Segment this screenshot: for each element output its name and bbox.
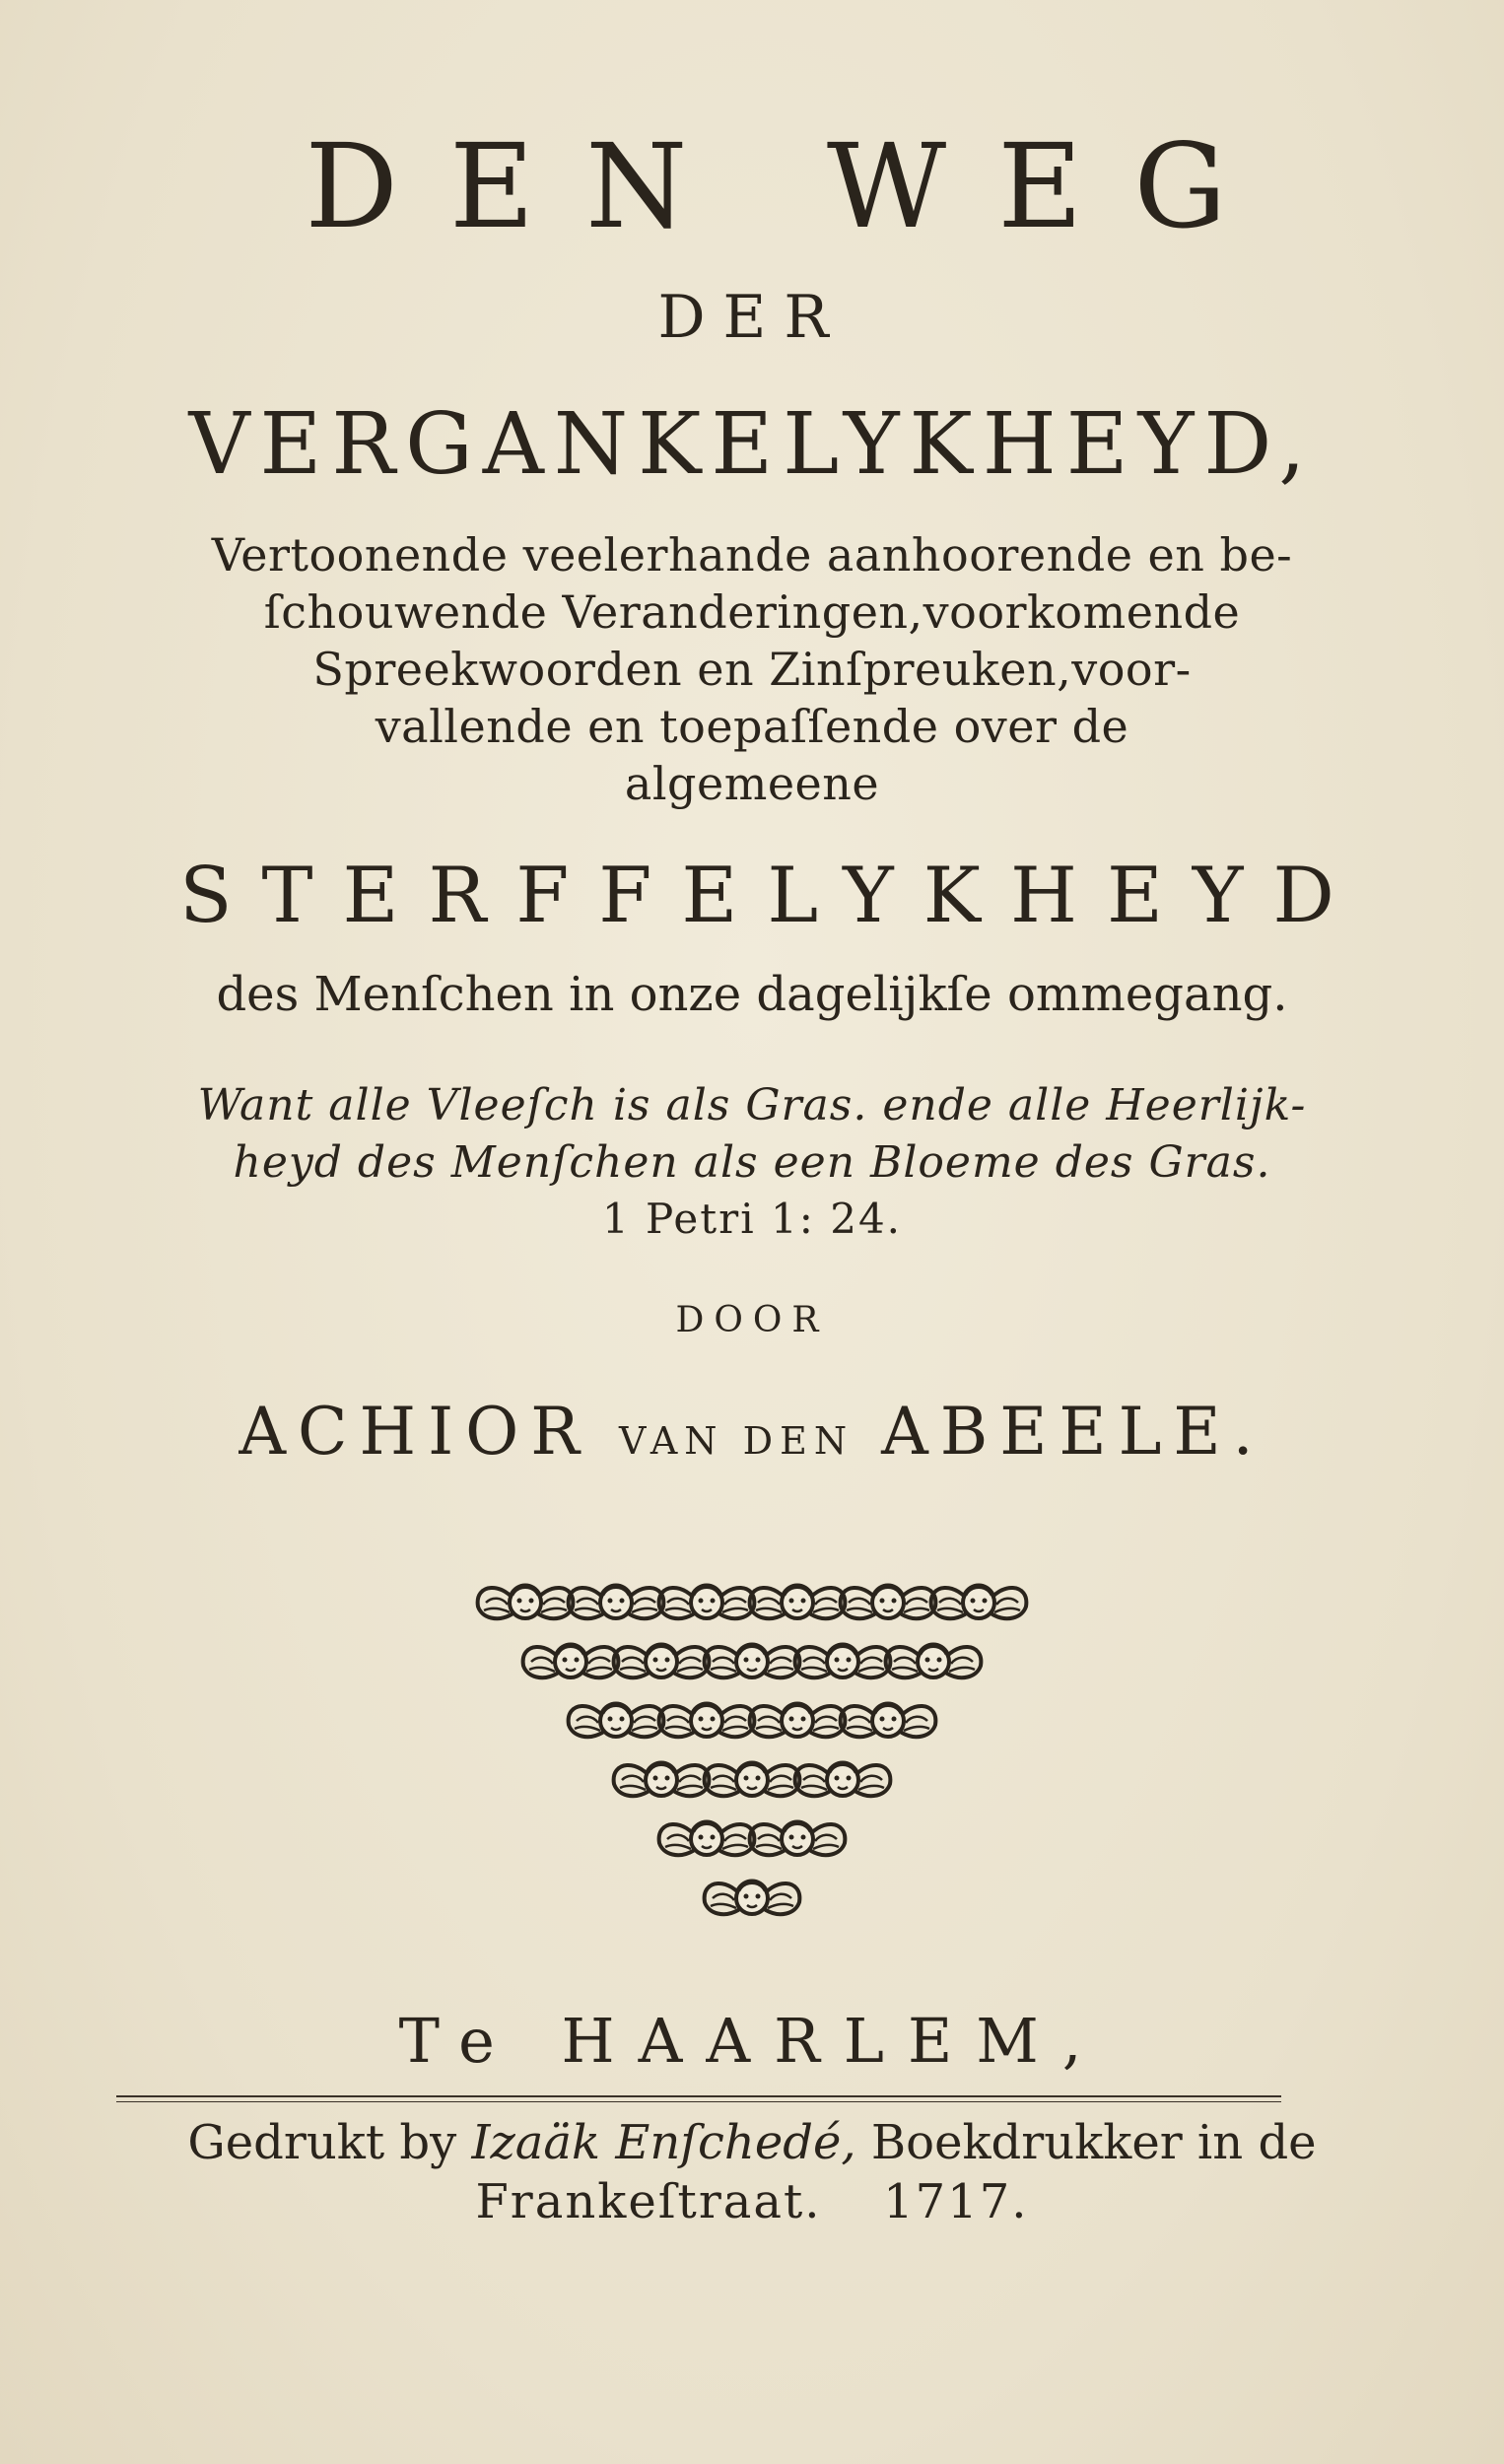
cherub-head-icon <box>659 1704 755 1737</box>
cherub-head-icon <box>705 1882 800 1914</box>
cherub-head-icon <box>931 1586 1027 1618</box>
cherub-head-icon <box>841 1704 936 1737</box>
imprint-line-2 <box>0 2174 1504 2229</box>
cherub-head-icon <box>750 1704 846 1737</box>
cherub-head-icon <box>705 1645 800 1677</box>
cherub-head-icon <box>569 1586 664 1618</box>
subtitle-line-3: Spreekwoorden en Zinſpreuken,voor- <box>312 643 1192 696</box>
title-line-3: VERGANKELYKHEYD, <box>188 395 1316 494</box>
divider-rule <box>116 2095 1281 2097</box>
imprint-printer: Izaäk Enſchedé, <box>471 2115 856 2170</box>
author-last: ABEELE. <box>881 1394 1265 1470</box>
title-line-2: DER <box>657 283 847 352</box>
heading-sub: des Menſchen in onze dagelijkſe ommegang. <box>216 967 1288 1022</box>
by-label: DOOR <box>675 1300 829 1340</box>
cherub-head-icon <box>569 1704 664 1737</box>
imprint-prefix: Gedrukt by <box>187 2115 457 2170</box>
cherub-head-icon <box>523 1645 619 1677</box>
cherub-head-icon <box>705 1763 800 1796</box>
cherub-head-icon <box>478 1586 574 1618</box>
subtitle-line-2: ſchouwende Veranderingen,voorkomende <box>263 585 1241 639</box>
subtitle-line-4: vallende en toepaſſende over de <box>375 700 1129 753</box>
cherub-head-icon <box>886 1645 982 1677</box>
cherub-ornament-icon <box>0 1567 1504 1961</box>
subtitle-line-1: Vertoonende veelerhande aanhoorende en be- <box>211 528 1293 582</box>
cherub-head-icon <box>750 1586 846 1618</box>
subtitle-line-5: algemeene <box>624 757 880 810</box>
imprint-year: 1717. <box>883 2174 1029 2229</box>
imprint-line-1 <box>0 2115 1504 2170</box>
author <box>0 1394 1504 1470</box>
cherub-head-icon <box>659 1586 755 1618</box>
cherub-head-icon <box>750 1822 846 1855</box>
cherub-head-icon <box>795 1645 891 1677</box>
cherub-head-icon <box>659 1822 755 1855</box>
imprint-suffix: Boekdrukker in de <box>870 2115 1317 2170</box>
heading: STERFFELYKHEYD <box>179 852 1364 940</box>
author-particle: VAN DEN <box>618 1419 855 1463</box>
cherub-head-icon <box>841 1586 936 1618</box>
cherub-head-icon <box>614 1763 710 1796</box>
imprint-street: Frankeſtraat. <box>475 2174 822 2229</box>
place: Te HAARLEM, <box>398 2005 1106 2077</box>
divider-rule-thin <box>116 2101 1281 2102</box>
cherub-head-icon <box>614 1645 710 1677</box>
author-first: ACHIOR <box>239 1394 591 1470</box>
quote-line-1: Want alle Vleeſch is als Gras. ende alle Heerlijk- <box>197 1080 1307 1130</box>
cherub-head-icon <box>795 1763 891 1796</box>
title-line-1: DEN WEG <box>305 118 1278 254</box>
quote-reference: 1 Petri 1: 24. <box>601 1195 903 1243</box>
quote-line-2: heyd des Menſchen als een Bloeme des Gras. <box>233 1137 1271 1188</box>
